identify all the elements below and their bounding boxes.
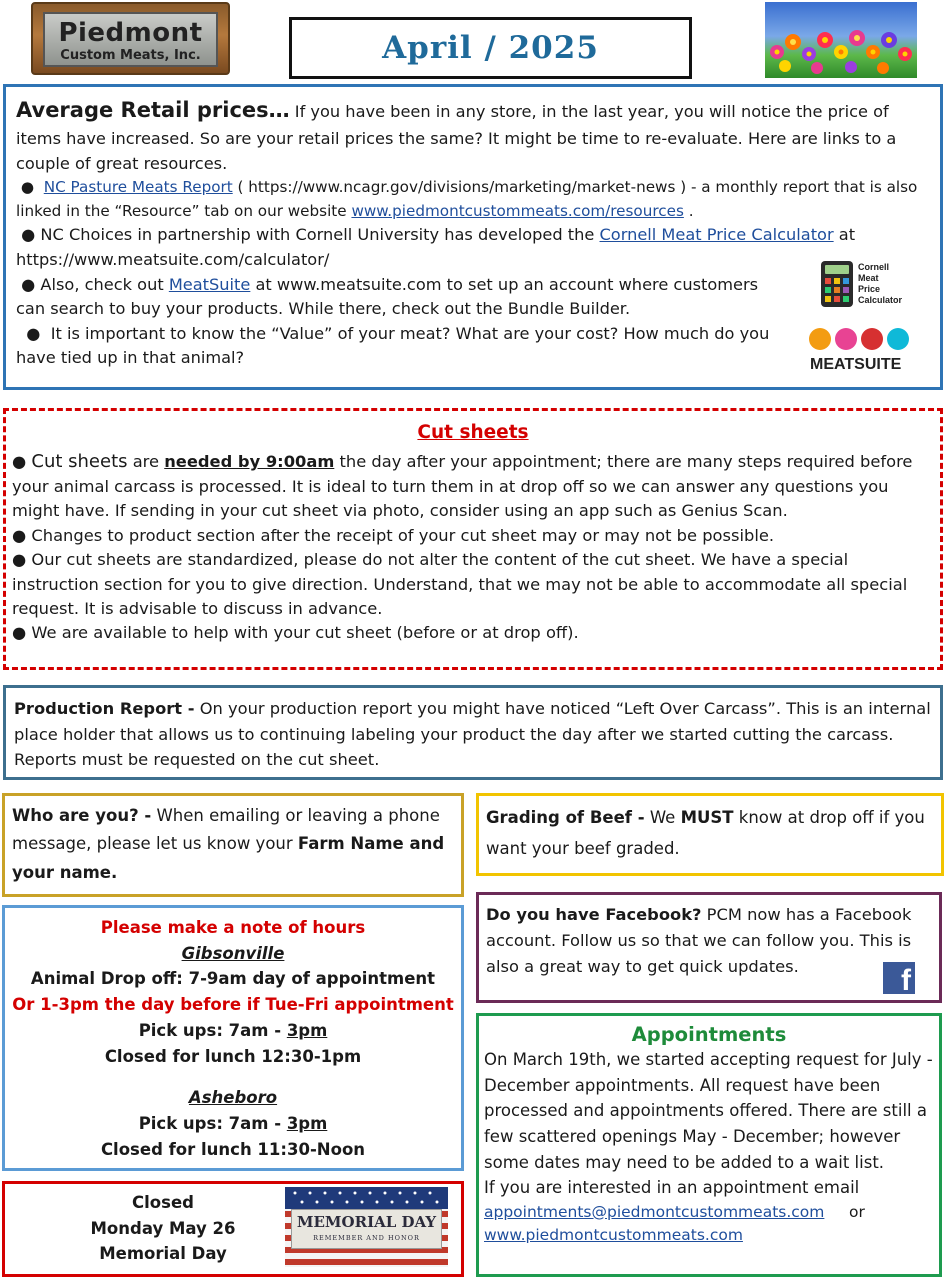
gibsonville-pickups-text: Pick ups: 7am - xyxy=(138,1020,287,1040)
calculator-icon xyxy=(820,260,910,308)
grading-paragraph xyxy=(486,803,934,864)
company-logo xyxy=(31,2,230,75)
calc-logo-line1: Cornell xyxy=(858,262,890,272)
retail-intro-text: If you have been in any store, in the last year, you will notice the price of items have increased. So are your retail prices the same? It might be time to re-evaluate. Here are links to a couple of great resources. xyxy=(16,102,897,173)
facebook-text: PCM now has a Facebook account. Follow us so that we can follow you. This is also a great way to get quick updates. xyxy=(486,905,912,977)
retail-intro-paragraph xyxy=(16,95,930,176)
asheboro-pickups-text: Pick ups: 7am - xyxy=(138,1114,287,1134)
flowers-illustration xyxy=(765,2,917,78)
gibsonville-lunch: Closed for lunch 12:30-1pm xyxy=(104,1046,362,1066)
bullet-icon: ● xyxy=(12,550,32,570)
asheboro-pickups-end: 3pm xyxy=(286,1114,328,1134)
logo-plate xyxy=(43,12,218,67)
grading-must: MUST xyxy=(680,808,734,827)
grading-text-2: know at drop off if you want your beef graded. xyxy=(486,808,925,858)
cut-sheets-deadline: needed by 9:00am xyxy=(164,451,335,471)
bullet-icon: ● xyxy=(12,525,32,545)
cut-sheets-p1-rest: the day after your appointment; there are many steps required before your animal carcass is processed. It is ideal to turn them in at drop off so we can answer any questions you might have. If sending in your cut sheet via photo, consider using an app such as Genius Scan. xyxy=(12,451,913,521)
retail-prices-section xyxy=(3,84,943,390)
closed-line-2: Monday May 26 xyxy=(90,1218,236,1238)
gibsonville-dropoff: Animal Drop off: 7-9am day of appointment xyxy=(30,969,436,989)
who-are-you-section xyxy=(2,793,464,897)
bullet-icon: ● xyxy=(12,623,32,643)
bullet-icon: ● xyxy=(16,178,44,197)
nc-pasture-meats-link[interactable]: NC Pasture Meats Report xyxy=(43,178,233,197)
memorial-day-banner-subtext: REMEMBER AND HONOR xyxy=(313,1234,420,1242)
production-report-paragraph xyxy=(14,696,932,773)
who-are-you-paragraph xyxy=(12,802,454,887)
who-are-you-text: When emailing or leaving a phone message, please let us know your xyxy=(12,806,440,854)
logo-line2: Custom Meats, Inc. xyxy=(60,48,201,63)
location-gibsonville: Gibsonville xyxy=(181,943,285,963)
appointments-website-link[interactable]: www.piedmontcustommeats.com xyxy=(484,1225,743,1244)
cut-sheets-lead: Cut sheets xyxy=(31,450,128,472)
hours-section xyxy=(2,905,464,1171)
cut-sheets-are: are xyxy=(127,451,165,471)
retail-bullet-3 xyxy=(16,273,930,322)
who-are-you-bold: Farm Name and your name. xyxy=(12,834,445,882)
logo-line1: Piedmont xyxy=(58,18,203,48)
meatsuite-wordmark: MEATSUITE xyxy=(810,356,902,373)
location-asheboro: Asheboro xyxy=(188,1088,278,1108)
retail-bullet-4 xyxy=(16,322,930,371)
cut-sheets-paragraph-3 xyxy=(12,548,934,621)
flag-stars-field xyxy=(285,1187,448,1209)
facebook-icon[interactable]: f xyxy=(883,962,915,994)
memorial-day-banner xyxy=(285,1187,448,1267)
retail-bullet-2-text: NC Choices in partnership with Cornell University has developed the xyxy=(40,225,600,245)
grading-of-beef-section xyxy=(476,793,944,876)
production-report-label: Production Report - xyxy=(14,699,195,718)
cut-sheets-p4-text: We are available to help with your cut sheet (before or at drop off). xyxy=(31,623,579,643)
cut-sheets-paragraph-1 xyxy=(12,448,934,524)
retail-heading: Average Retail prices… xyxy=(16,98,290,122)
facebook-section xyxy=(476,892,942,1003)
meatsuite-animal-icons xyxy=(806,326,918,374)
cornell-calculator-logo xyxy=(820,260,910,308)
newsletter-title: April / 2025 xyxy=(382,30,599,66)
cut-sheets-section xyxy=(3,408,943,670)
spring-flowers-image xyxy=(765,2,917,78)
closed-line-1: Closed xyxy=(132,1193,194,1212)
asheboro-lunch: Closed for lunch 11:30-Noon xyxy=(100,1139,366,1159)
production-report-text: On your production report you might have noticed “Left Over Carcass”. This is an internal place holder that allows us to continuing labeling your product the day after we started cutting the carcass. Reports must be requested on the cut sheet. xyxy=(14,699,931,770)
gibsonville-dropoff-alt: Or 1-3pm the day before if Tue-Fri appointment xyxy=(12,995,454,1015)
meatsuite-logo xyxy=(806,326,918,374)
grading-text-1: We xyxy=(644,808,681,827)
retail-bullet-2-end: at https://www.meatsuite.com/calculator/ xyxy=(16,225,856,269)
cornell-calculator-link[interactable]: Cornell Meat Price Calculator xyxy=(599,225,834,245)
bullet-icon: ● xyxy=(16,225,41,245)
newsletter-title-box xyxy=(289,17,692,79)
retail-bullet-1-text: ( https://www.ncagr.gov/divisions/marketing/market-news ) - a monthly report that is also linked in the “Resource” tab on our website xyxy=(16,178,918,220)
appointments-text-2: If you are interested in an appointment email xyxy=(484,1178,860,1198)
retail-bullet-4-text: It is important to know the “Value” of your meat? What are your cost? How much do you have tied up in that animal? xyxy=(16,323,770,368)
bullet-icon: ● xyxy=(16,274,41,294)
retail-bullet-2 xyxy=(16,223,930,272)
who-are-you-label: Who are you? - xyxy=(12,806,152,825)
grading-label: Grading of Beef - xyxy=(486,808,645,827)
spacer xyxy=(9,1069,457,1085)
memorial-day-plate xyxy=(291,1209,442,1249)
retail-bullet-1-end: . xyxy=(683,201,694,220)
appointments-text: On March 19th, we started accepting request for July - December appointments. All request have been processed and appointments offered. There are still a few scattered openings May - December; however some dates may need to be added to a wait list. xyxy=(484,1050,933,1172)
appointments-or: or xyxy=(849,1202,865,1221)
appointments-section xyxy=(476,1013,942,1277)
appointments-title: Appointments xyxy=(631,1023,787,1046)
cut-sheets-p2-text: Changes to product section after the receipt of your cut sheet may or may not be possible. xyxy=(31,525,775,545)
meatsuite-link[interactable]: MeatSuite xyxy=(168,274,251,294)
retail-bullet-1 xyxy=(16,176,930,223)
hours-title: Please make a note of hours xyxy=(100,918,366,937)
appointments-contact xyxy=(484,1201,934,1248)
bullet-icon: ● xyxy=(12,451,32,471)
cut-sheets-paragraph-4 xyxy=(12,621,934,645)
appointments-email-link[interactable]: appointments@piedmontcustommeats.com xyxy=(484,1202,825,1221)
closed-line-3: Memorial Day xyxy=(99,1244,227,1264)
resources-link[interactable]: www.piedmontcustommeats.com/resources xyxy=(351,201,684,220)
bullet-icon: ● xyxy=(16,323,51,343)
retail-bullet-3-text: Also, check out xyxy=(40,274,169,294)
cut-sheets-title: Cut sheets xyxy=(417,422,529,443)
cut-sheets-p3-text: Our cut sheets are standardized, please do not alter the content of the cut sheet. We have a special instruction section for you to give direction. Understand, that we may not be able to accommodate all special request. It is advisable to discuss in advance. xyxy=(12,550,908,618)
production-report-section xyxy=(3,685,943,780)
closed-notice-text xyxy=(8,1190,318,1267)
memorial-day-banner-text: MEMORIAL DAY xyxy=(296,1213,437,1231)
stars-icon xyxy=(285,1187,448,1209)
calc-logo-line3: Price xyxy=(858,284,881,294)
calc-logo-line2: Meat xyxy=(858,273,879,283)
cut-sheets-paragraph-2 xyxy=(12,524,934,548)
gibsonville-pickups-end: 3pm xyxy=(286,1020,328,1040)
facebook-paragraph xyxy=(486,902,932,980)
retail-bullet-3-end: at www.meatsuite.com to set up an account where customers can search to buy your products. While there, check out the Bundle Builder. xyxy=(16,274,759,319)
asheboro-pickups xyxy=(9,1111,457,1137)
calc-logo-line4: Calculator xyxy=(858,295,903,305)
gibsonville-pickups xyxy=(9,1018,457,1044)
facebook-label: Do you have Facebook? xyxy=(486,905,702,924)
